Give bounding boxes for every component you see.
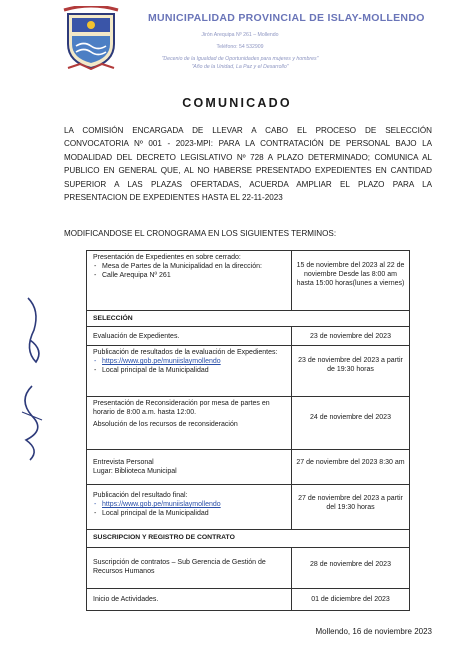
- date-cell: 24 de noviembre del 2023: [310, 414, 391, 421]
- final-results-link[interactable]: - https://www.gob.pe/muniislaymollendo: [93, 500, 287, 509]
- section-contract: SUSCRIPCION Y REGISTRO DE CONTRATO: [87, 530, 409, 548]
- activity-text: Evaluación de Expedientes.: [87, 327, 292, 345]
- date-cell: 01 de diciembre del 2023: [311, 596, 390, 603]
- handwritten-signature: [10, 290, 50, 490]
- schedule-intro: MODIFICANDOSE EL CRONOGRAMA EN LOS SIGUIENTES TERMINOS:: [64, 229, 337, 238]
- activity-cell: [87, 485, 292, 529]
- activity-text: Publicación del resultado final:: [93, 492, 188, 499]
- activity-text: Presentación de Reconsideración por mesa de partes en horario de 8:00 a.m. hasta 12:00.: [93, 400, 270, 416]
- activity-subtext: Lugar: Biblioteca Municipal: [93, 468, 177, 475]
- table-row: [87, 251, 409, 311]
- activity-text: Publicación de resultados de la evaluación de Expedientes:: [93, 349, 278, 356]
- section-selection: SELECCIÓN: [87, 311, 409, 327]
- activity-subtext: Absolución de los recursos de reconsideración: [93, 421, 238, 428]
- date-cell: 27 de noviembre del 2023 a partir del 19:30 horas: [298, 495, 403, 511]
- announcement-body: LA COMISIÓN ENCARGADA DE LLEVAR A CABO EL PROCESO DE SELECCIÓN CONVOCATORIA Nº 001 - 2023-MPI: PARA LA CONTRATACIÓN DE PERSONAL BAJO LA MODALIDAD DEL DECRETO LEGISLATIVO Nº 728 A PLAZO DETERMINADO; COMUNICA AL PUBLICO EN GENERAL QUE, AL NO HABERSE PRESENTADO EXPEDIENTES EN CANTIDAD SUPERIOR A LAS PLAZAS OFERTADAS, ACUERDA AMPLIAR EL PLAZO PARA LA PRESENTACION DE EXPEDIENTES HASTA EL 22-11-2023: [64, 126, 432, 203]
- schedule-table: [86, 250, 410, 611]
- activity-cell: [87, 346, 292, 396]
- table-row: [87, 397, 409, 450]
- list-item: - Mesa de Partes de la Municipalidad en la dirección:: [93, 262, 287, 271]
- table-row: [87, 327, 409, 346]
- date-cell: 28 de noviembre del 2023: [310, 561, 391, 568]
- list-item: - Local principal de la Municipalidad: [93, 509, 287, 518]
- activity-cell: [87, 450, 292, 484]
- document-title: COMUNICADO: [182, 96, 292, 110]
- year-motto: "Año de la Unidad, La Paz y el Desarrollo": [191, 64, 289, 70]
- date-cell: 23 de noviembre del 2023 a partir de 19:30 horas: [298, 357, 403, 373]
- list-item: - Calle Arequipa Nº 261: [93, 271, 287, 280]
- table-row: [87, 548, 409, 589]
- date-cell: 23 de noviembre del 2023: [310, 333, 391, 340]
- org-name: MUNICIPALIDAD PROVINCIAL DE ISLAY-MOLLENDO: [148, 12, 425, 24]
- table-row: [87, 485, 409, 530]
- table-row: [87, 450, 409, 485]
- phone-line: Teléfono: 54 532909: [216, 44, 264, 50]
- results-link[interactable]: - https://www.gob.pe/muniislaymollendo: [93, 357, 287, 366]
- list-item: - Local principal de la Municipalidad: [93, 366, 287, 375]
- address-line: Jirón Arequipa Nº 261 – Mollendo: [201, 32, 279, 38]
- activity-text: Suscripción de contratos – Sub Gerencia de Gestión de Recursos Humanos: [87, 548, 292, 588]
- place-date: Mollendo, 16 de noviembre 2023: [315, 627, 432, 636]
- date-cell: 15 de noviembre del 2023 al 22 de noviembre Desde las 8:00 am hasta 15:00 horas(lunes a viernes): [296, 262, 405, 287]
- municipal-crest-icon: [62, 6, 120, 70]
- table-row: [87, 346, 409, 397]
- decade-motto: "Decenio de la Igualdad de Oportunidades para mujeres y hombres": [161, 56, 319, 62]
- activity-text: Inicio de Actividades.: [87, 589, 292, 610]
- activity-text: Entrevista Personal: [93, 459, 154, 466]
- activity-cell: [87, 397, 292, 449]
- activity-cell: [87, 251, 292, 310]
- activity-text: Presentación de Expedientes en sobre cerrado:: [93, 254, 241, 261]
- date-cell: 27 de noviembre del 2023 8:30 am: [296, 459, 405, 466]
- table-row: [87, 589, 409, 610]
